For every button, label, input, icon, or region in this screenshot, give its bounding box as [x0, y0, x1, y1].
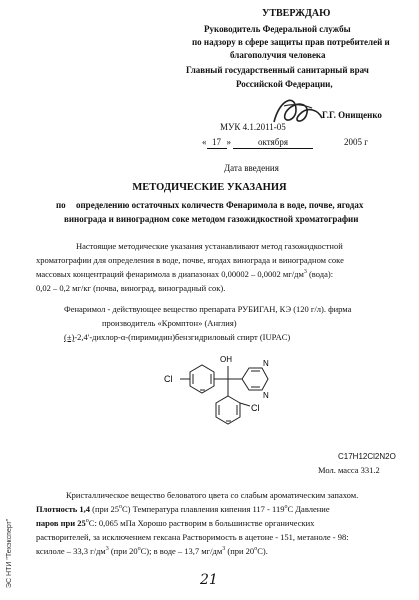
document-title: МЕТОДИЧЕСКИЕ УКАЗАНИЯ	[132, 182, 287, 193]
paragraph-line: растворителей, за исключением гексана Растворимость в ацетоне - 151, метаноле - 98:	[36, 532, 349, 542]
nitrogen-label: N	[263, 359, 269, 368]
molecular-mass: Мол. масса 331.2	[318, 465, 380, 475]
approval-date: « 17 » октября	[202, 137, 313, 149]
paragraph-line: хроматографии для определения в воде, почве, ягодах винограда и виноградном соке	[36, 255, 344, 265]
chlorine-label: Cl	[164, 374, 173, 384]
nitrogen-label: N	[263, 391, 269, 400]
approval-heading: УТВЕРЖДАЮ	[262, 8, 331, 19]
paragraph-line: ксилоле – 33,3 $г/дм^3$ (при $20^оC$); в воде – 13,7 $мг/дм^3$ (при $20^оC$).	[36, 546, 268, 556]
paragraph-line: 0,02 – 0,2 мг/кг (почва, виноград, виноградный сок).	[36, 283, 226, 293]
side-watermark: ЭС НТИ "Техэксперт"	[6, 518, 13, 588]
document-subtitle: винограда и виноградном соке методом газожидкостной хроматографии	[64, 214, 359, 224]
paragraph-line: Настоящие методические указания устанавливают метод газожидкостной	[76, 241, 343, 251]
iupac-name: (±)-2,4'-дихлор-α-(пиримидин)бензгидриловый спирт (IUPAC)	[64, 332, 291, 342]
approval-year: 2005 г	[344, 137, 368, 147]
structure-diagram	[150, 346, 290, 442]
signatory-name: Г.Г. Онищенко	[322, 110, 382, 120]
paragraph-line: Фенаримол - действующее вещество препарата РУБИГАН, КЭ (120 г/л). фирма	[64, 304, 352, 314]
chlorine-label: Cl	[251, 403, 260, 413]
paragraph-line: Плотность 1,4 (при $25^оC$) Температура плавления кипения $117 - 119^оC$ Давление	[36, 504, 330, 514]
approval-line: по надзору в сфере защиты прав потребителей и	[192, 37, 390, 47]
intro-date-label: Дата введения	[224, 163, 279, 173]
approval-line: благополучия человека	[230, 50, 326, 60]
paragraph-line: паров при $25^оC$: 0,065 мПа Хорошо растворим в большинстве органических	[36, 518, 315, 528]
approval-line: Российской Федерации,	[236, 79, 333, 89]
document-subtitle-prefix: по	[56, 200, 66, 210]
paragraph-line: производитель «Кромптон» (Англия)	[102, 318, 237, 328]
muk-number: МУК 4.1.2011-05	[220, 122, 286, 132]
paragraph-line: Кристаллическое вещество беловатого цвета со слабым ароматическим запахом.	[66, 490, 359, 500]
molecular-formula: C17H12Cl2N2O	[338, 452, 396, 461]
approval-line: Руководитель Федеральной службы	[204, 24, 351, 34]
approval-line: Главный государственный санитарный врач	[186, 65, 369, 75]
hydroxyl-label: OH	[220, 355, 232, 364]
page-number: 21	[200, 572, 218, 588]
paragraph-line: массовых концентраций фенаримола в диапазонах 0,00002 – 0,0002 $мг/дм^3$ (вода):	[36, 269, 334, 279]
document-subtitle: определению остаточных количеств Фенаримола в воде, почве, ягодах	[76, 200, 364, 210]
